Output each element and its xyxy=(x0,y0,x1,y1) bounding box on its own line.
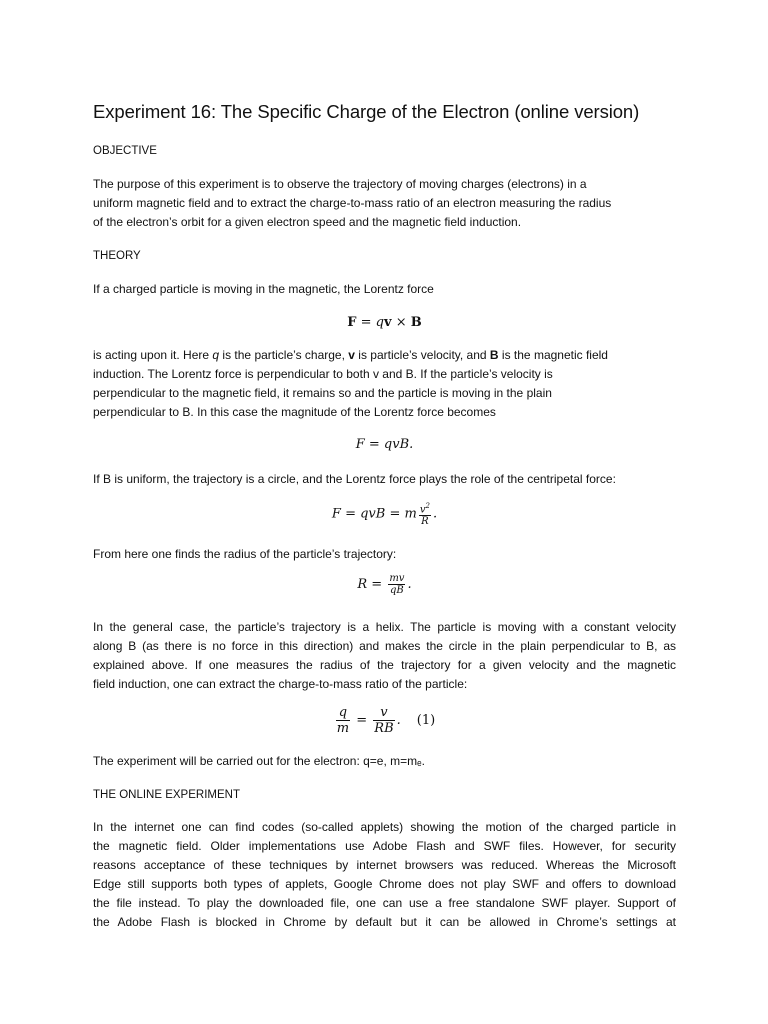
eq-symbol: v xyxy=(384,315,392,330)
lorentz-line: perpendicular to the magnetic field, it remains so and the particle is moving in the plain xyxy=(93,386,552,400)
online-line: Edge still supports both types of applets, Google Chrome does not play SWF and offers to download xyxy=(93,877,676,891)
eq-end: . xyxy=(407,577,412,592)
text-run: is acting upon it. Here xyxy=(93,348,213,362)
text-run: is particle’s velocity, and xyxy=(354,348,490,362)
fraction-numerator xyxy=(419,501,431,516)
helix-paragraph xyxy=(93,618,676,694)
text-run: v xyxy=(348,348,355,362)
equation-charge-to-mass xyxy=(93,705,676,736)
equation-number: (1) xyxy=(416,713,436,728)
helix-line: explained above. If one measures the radius of the trajectory for a given velocity and the magnetic xyxy=(93,658,676,672)
equation-radius xyxy=(93,573,676,596)
eq-symbol: F xyxy=(347,315,357,330)
fraction xyxy=(388,573,405,596)
section-heading-objective: OBJECTIVE xyxy=(93,145,157,157)
fraction xyxy=(419,501,431,527)
objective-paragraph xyxy=(93,175,676,232)
online-paragraph xyxy=(93,818,676,932)
online-line: reasons acceptance of these techniques by internet browsers was reduced. Whereas the Microsoft xyxy=(93,858,676,872)
objective-line: uniform magnetic field and to extract the charge-to-mass ratio of an electron measuring the radius xyxy=(93,196,612,210)
fraction-numerator: mv xyxy=(389,573,405,584)
helix-line: In the general case, the particle’s trajectory is a helix. The particle is moving with a constant velocity xyxy=(93,620,676,634)
eq-end: . xyxy=(432,506,438,522)
equation-centripetal xyxy=(93,501,676,527)
lorentz-line: perpendicular to B. In this case the magnitude of the Lorentz force becomes xyxy=(93,405,496,419)
fraction-numerator: v xyxy=(373,705,394,721)
fraction xyxy=(336,705,350,736)
helix-line: field induction, one can extract the charge-to-mass ratio of the particle: xyxy=(93,677,468,691)
section-heading-theory: THEORY xyxy=(93,250,141,262)
objective-line: of the electron’s orbit for a given electron speed and the magnetic field induction. xyxy=(93,215,522,229)
eq-lhs: F = qvB = m xyxy=(331,506,417,522)
lorentz-line: induction. The Lorentz force is perpendicular to both v and B. If the particle’s velocity is xyxy=(93,367,553,381)
section-heading-online: THE ONLINE EXPERIMENT xyxy=(93,789,240,801)
radius-sentence: From here one finds the radius of the particle’s trajectory: xyxy=(93,547,397,561)
helix-line: along B (as there is no force in this direction) and makes the circle in the plain perpendicular to B, as xyxy=(93,639,676,653)
fraction-denominator: m xyxy=(336,721,350,736)
fraction-denominator: qB xyxy=(390,585,404,596)
theory-intro: If a charged particle is moving in the magnetic, the Lorentz force xyxy=(93,282,434,296)
uniform-field-sentence: If B is uniform, the trajectory is a circle, and the Lorentz force plays the role of the centripetal force: xyxy=(93,472,616,486)
text-run: is the magnetic field xyxy=(498,348,608,362)
fraction-denominator: R xyxy=(421,516,429,528)
lorentz-paragraph xyxy=(93,346,676,422)
superscript: 2 xyxy=(425,502,430,510)
eq-symbol: B xyxy=(410,315,422,330)
objective-line: The purpose of this experiment is to observe the trajectory of moving charges (electrons) in a xyxy=(93,177,587,191)
eq-symbol: q xyxy=(375,315,384,330)
document-title: Experiment 16: The Specific Charge of the Electron (online version) xyxy=(93,101,640,122)
fraction-denominator: RB xyxy=(374,721,394,736)
online-line: In the internet one can find codes (so-called applets) showing the motion of the charged particle in xyxy=(93,820,676,834)
text-run: q xyxy=(212,348,220,362)
text-run: B xyxy=(489,348,499,362)
fraction-numerator: q xyxy=(336,705,350,721)
eq-symbol: = xyxy=(356,315,376,330)
fraction xyxy=(373,705,394,736)
text-run: is the particle’s charge, xyxy=(219,348,349,362)
electron-sentence: The experiment will be carried out for the electron: q=e, m=mₑ. xyxy=(93,754,425,768)
eq-symbol: v xyxy=(419,504,426,516)
eq-symbol: = xyxy=(352,713,372,728)
equation-force-magnitude: F = qvB. xyxy=(355,437,414,452)
lorentz-line xyxy=(93,346,676,365)
online-line: the Adobe Flash is blocked in Chrome by default but it can be allowed in Chrome’s settings at xyxy=(93,915,676,929)
eq-lhs: R = xyxy=(357,577,387,592)
eq-end: . xyxy=(396,713,401,728)
equation-lorentz-force xyxy=(93,315,676,330)
online-line: the file instead. To play the downloaded file, one can use a free standalone SWF player. Support of xyxy=(93,896,676,910)
online-line: the magnetic field. Older implementations use Adobe Flash and SWF files. However, for security xyxy=(93,839,676,853)
eq-symbol: × xyxy=(391,315,411,330)
